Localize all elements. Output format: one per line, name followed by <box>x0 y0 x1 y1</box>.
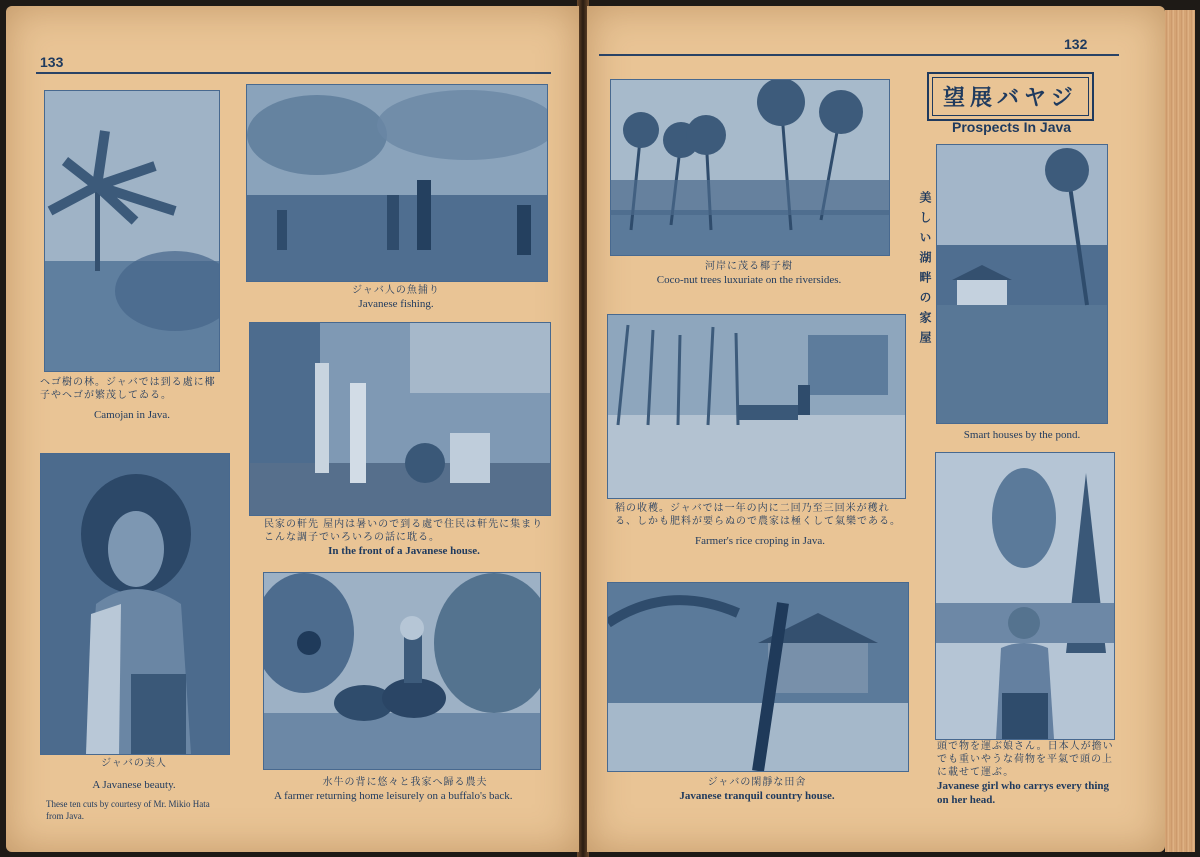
photo-buffalo-farmer <box>263 572 541 770</box>
caption-en: A farmer returning home leisurely on a buffalo's back. <box>274 790 513 802</box>
photo-rice-harvest <box>607 314 906 499</box>
photo-fishing <box>246 84 548 282</box>
photo-javanese-beauty <box>40 453 230 755</box>
right-page <box>587 6 1165 852</box>
photo-country-house <box>607 582 909 772</box>
caption-en: Javanese tranquil country house. <box>679 790 835 802</box>
caption-en: In the front of a Javanese house. <box>328 545 480 557</box>
caption-en: Camojan in Java. <box>93 409 171 421</box>
page-number: 133 <box>40 54 64 70</box>
caption-en: Javanese fishing. <box>358 298 434 310</box>
caption-en: Coco-nut trees luxuriate on the riversides. <box>656 274 842 286</box>
photo-coconut-trees <box>610 79 890 256</box>
photo-tree-fern <box>44 90 220 372</box>
photo-pond-houses <box>936 144 1108 424</box>
photo-girl-carrying <box>935 452 1115 740</box>
photo-house-front <box>249 322 551 516</box>
caption-jp: ジャバ人の魚捕り <box>352 285 440 296</box>
vertical-caption: 美しい湖畔の家屋 <box>918 191 932 351</box>
caption-en: Smart houses by the pond. <box>963 429 1081 441</box>
caption-jp: 民家の軒先 屋内は暑いので到る處で住民は軒先に集まりこんな調子でいろいろの話に耽る。 <box>264 519 544 543</box>
photo-credit: These ten cuts by courtesy of Mr. Mikio Hata from Java. <box>46 799 210 821</box>
section-title-jp: 望展バヤジ <box>927 72 1094 121</box>
page-edges <box>1165 10 1195 852</box>
caption-jp: ジャバの美人 <box>101 758 167 769</box>
caption-en: A Javanese beauty. <box>92 779 176 791</box>
header-rule <box>599 54 1119 56</box>
left-page <box>6 6 579 852</box>
caption-jp: 水牛の背に悠々と我家へ歸る農夫 <box>322 777 488 788</box>
caption-jp: ヘゴ樹の林。ジャバでは到る處に椰子やヘゴが繁茂してゐる。 <box>40 377 216 401</box>
caption-jp: 稻の收穫。ジャバでは一年の内に二回乃至三回米が穫れる、しかも肥料が要らぬので農家は極くして氣樂である。 <box>615 503 901 527</box>
section-title-en: Prospects In Java <box>952 119 1072 135</box>
caption-jp: 河岸に茂る椰子樹 <box>705 261 793 272</box>
page-number: 132 <box>1064 36 1088 52</box>
caption-jp: ジャバの閑靜な田舍 <box>707 777 807 788</box>
caption-en: Javanese girl who carrys every thing on her head. <box>937 780 1109 807</box>
caption-jp: 頭で物を運ぶ娘さん。日本人が擔いでも重いやうな荷物を平氣で頭の上に載せて運ぶ。 <box>937 741 1114 778</box>
header-rule <box>36 72 551 74</box>
caption-en: Farmer's rice croping in Java. <box>695 535 825 547</box>
